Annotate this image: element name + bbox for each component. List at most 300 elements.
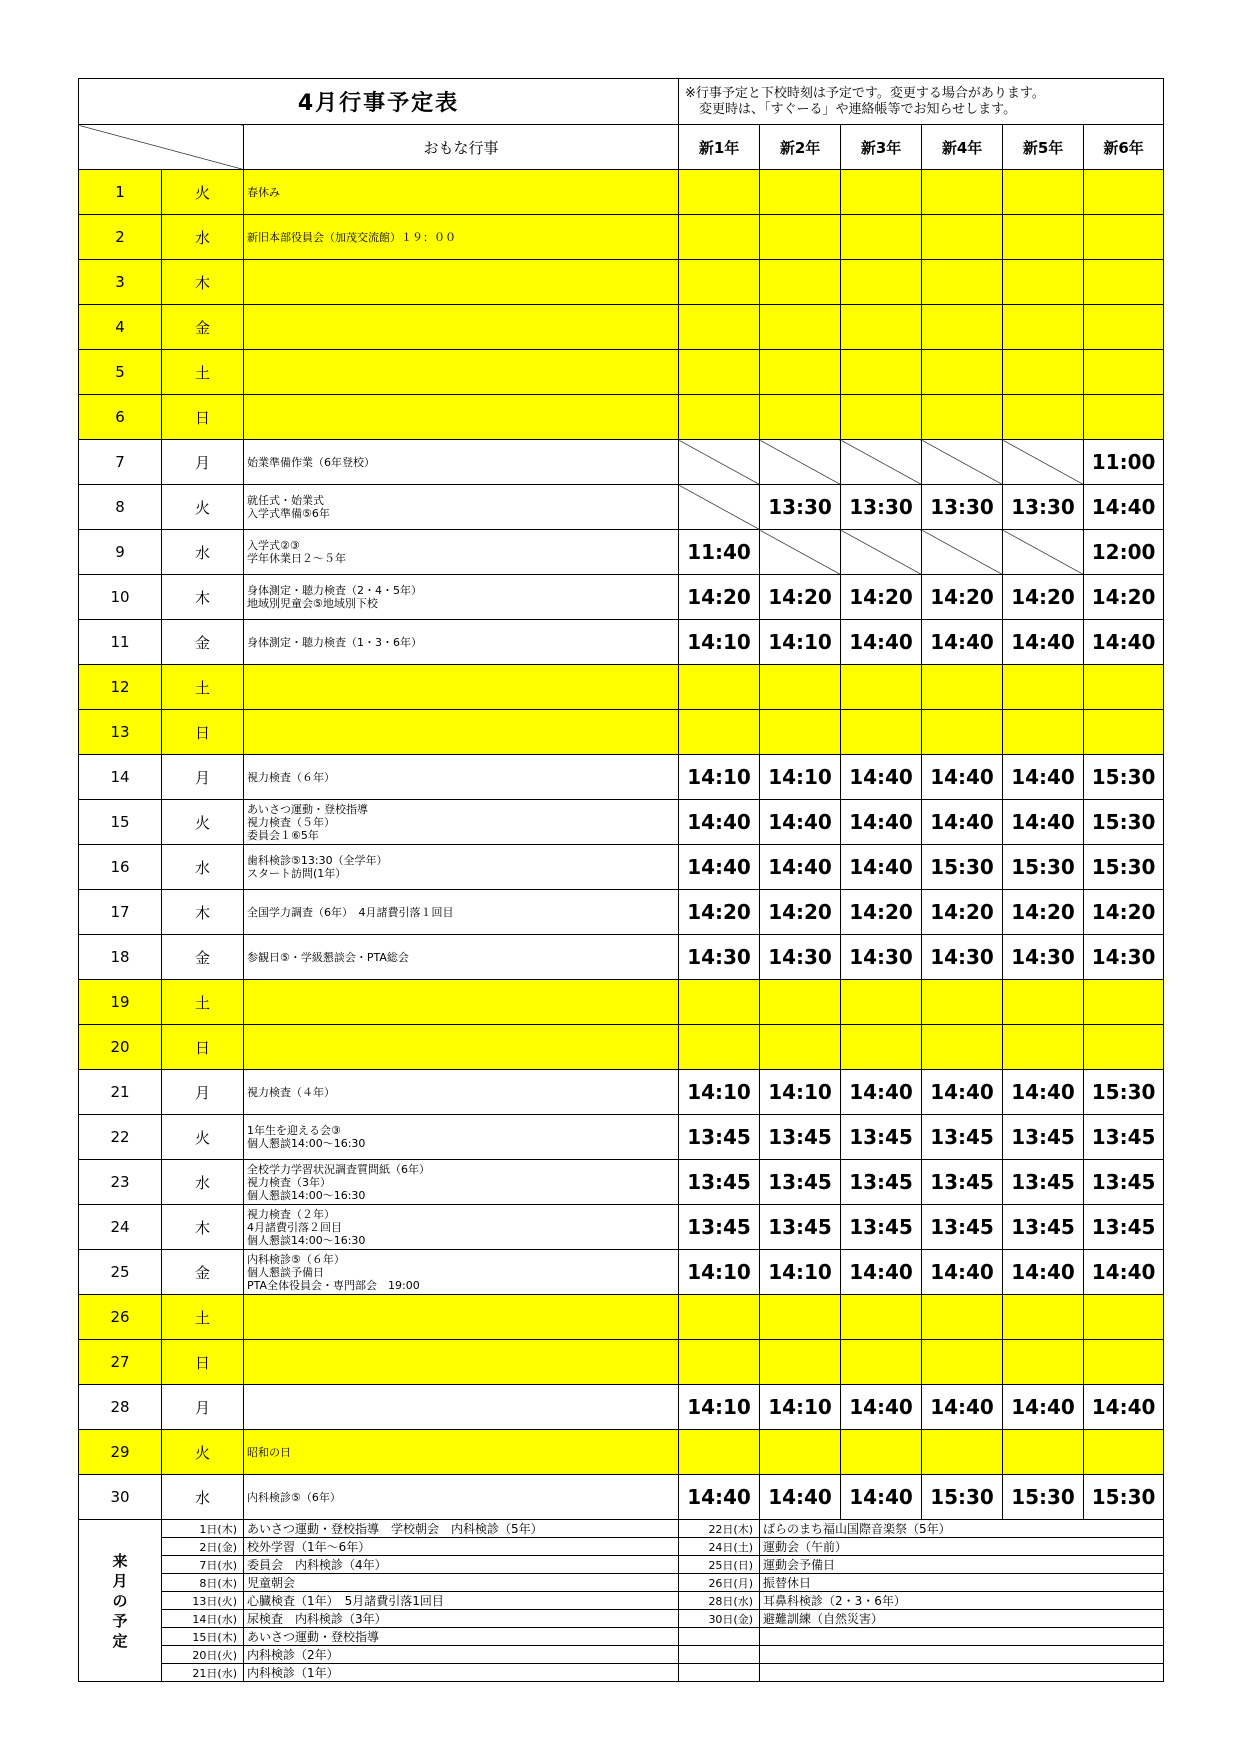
day-number: 15 <box>79 800 162 845</box>
dismissal-time: 14:40 <box>679 800 760 845</box>
dismissal-time <box>1084 305 1164 350</box>
dismissal-time <box>1084 710 1164 755</box>
event-line: 視力検査（６年） <box>247 770 335 784</box>
dismissal-time <box>1084 1430 1164 1475</box>
event-line: 4月諸費引落２回目 <box>247 1220 342 1234</box>
next-month-event <box>760 1664 1164 1682</box>
dismissal-time <box>1084 350 1164 395</box>
dismissal-time: 13:45 <box>922 1115 1003 1160</box>
dismissal-time <box>922 305 1003 350</box>
day-number: 20 <box>79 1025 162 1070</box>
dismissal-time: 14:10 <box>679 1385 760 1430</box>
dismissal-time: 14:20 <box>679 575 760 620</box>
dismissal-time <box>679 260 760 305</box>
day-row <box>79 890 1164 935</box>
dismissal-time: 14:40 <box>1084 485 1164 530</box>
event-cell <box>244 1295 679 1340</box>
weekday: 火 <box>162 1430 244 1475</box>
day-number: 24 <box>79 1205 162 1250</box>
dismissal-time <box>1084 215 1164 260</box>
label-char: 来 <box>112 1551 128 1570</box>
day-row <box>79 170 1164 215</box>
no-school-cell <box>679 485 760 530</box>
dismissal-time: 13:30 <box>922 485 1003 530</box>
dismissal-time <box>922 395 1003 440</box>
dismissal-time <box>841 980 922 1025</box>
next-month-date: 8日(木) <box>162 1574 244 1592</box>
day-row <box>79 530 1164 575</box>
day-row <box>79 215 1164 260</box>
dismissal-time: 14:10 <box>679 1070 760 1115</box>
notice-line: ※行事予定と下校時刻は予定です。変更する場合があります。 <box>685 85 1045 101</box>
day-number: 22 <box>79 1115 162 1160</box>
dismissal-time: 13:45 <box>1003 1115 1084 1160</box>
next-month-row <box>79 1592 1164 1610</box>
no-school-cell <box>760 530 841 575</box>
dismissal-time: 14:40 <box>922 755 1003 800</box>
event-line: 視力検査（４年） <box>247 1085 335 1099</box>
dismissal-time: 14:40 <box>841 620 922 665</box>
dismissal-time <box>760 665 841 710</box>
event-line: 参観日⑤・学級懇談会・PTA総会 <box>247 950 409 964</box>
day-number: 29 <box>79 1430 162 1475</box>
day-row <box>79 935 1164 980</box>
dismissal-time: 14:40 <box>841 845 922 890</box>
dismissal-time: 14:30 <box>841 935 922 980</box>
dismissal-time <box>679 1340 760 1385</box>
dismissal-time: 14:20 <box>922 890 1003 935</box>
dismissal-time <box>922 170 1003 215</box>
dismissal-time <box>1003 170 1084 215</box>
next-month-row <box>79 1520 1164 1538</box>
weekday: 月 <box>162 1070 244 1115</box>
day-number: 3 <box>79 260 162 305</box>
dismissal-time <box>1084 260 1164 305</box>
event-cell <box>244 170 679 215</box>
day-row <box>79 1430 1164 1475</box>
dismissal-time: 11:00 <box>1084 440 1164 485</box>
dismissal-time <box>679 710 760 755</box>
day-number: 13 <box>79 710 162 755</box>
dismissal-time: 13:45 <box>1084 1205 1164 1250</box>
day-number: 2 <box>79 215 162 260</box>
weekday: 金 <box>162 935 244 980</box>
dismissal-time <box>922 1430 1003 1475</box>
dismissal-time <box>1084 1025 1164 1070</box>
event-line: 個人懇談14:00～16:30 <box>247 1233 366 1247</box>
no-school-cell <box>760 440 841 485</box>
event-line: 入学式②③ <box>247 539 300 552</box>
dismissal-time <box>760 260 841 305</box>
next-month-event: 心臓検査（1年） 5月諸費引落1回目 <box>244 1592 679 1610</box>
dismissal-time: 13:45 <box>760 1115 841 1160</box>
weekday: 火 <box>162 170 244 215</box>
event-line: 委員会１⑥5年 <box>247 828 319 842</box>
notice-line: 変更時は、「すぐーる」や連絡帳等でお知らせします。 <box>699 101 1017 117</box>
event-cell <box>244 1430 679 1475</box>
dismissal-time: 14:40 <box>841 1385 922 1430</box>
event-cell <box>244 1250 679 1295</box>
next-month-row <box>79 1574 1164 1592</box>
dismissal-time: 14:30 <box>679 935 760 980</box>
next-month-event: 耳鼻科検診（2・3・6年） <box>760 1592 1164 1610</box>
next-month-date: 7日(水) <box>162 1556 244 1574</box>
event-cell <box>244 1025 679 1070</box>
dismissal-time <box>841 1295 922 1340</box>
day-number: 23 <box>79 1160 162 1205</box>
dismissal-time <box>760 1430 841 1475</box>
day-row <box>79 350 1164 395</box>
dismissal-time: 14:20 <box>1003 575 1084 620</box>
day-row <box>79 485 1164 530</box>
no-school-cell <box>922 530 1003 575</box>
event-line: 就任式・始業式 <box>247 494 324 507</box>
header-grade: 新5年 <box>1003 125 1084 170</box>
next-month-event: 避難訓練（自然災害） <box>760 1610 1164 1628</box>
dismissal-time <box>922 1295 1003 1340</box>
day-row <box>79 575 1164 620</box>
dismissal-time <box>841 305 922 350</box>
dismissal-time: 12:00 <box>1084 530 1164 575</box>
event-line: 内科検診⑤（６年） <box>247 1252 345 1266</box>
dismissal-time <box>1003 350 1084 395</box>
next-month-date: 2日(金) <box>162 1538 244 1556</box>
weekday: 月 <box>162 440 244 485</box>
dismissal-time: 13:45 <box>922 1160 1003 1205</box>
dismissal-time: 14:40 <box>841 800 922 845</box>
dismissal-time: 13:45 <box>841 1160 922 1205</box>
label-char: 予 <box>112 1611 128 1630</box>
event-line: 始業準備作業（6年登校） <box>247 455 375 469</box>
dismissal-time: 15:30 <box>922 1475 1003 1520</box>
header-grade: 新1年 <box>679 125 760 170</box>
dismissal-time <box>760 1340 841 1385</box>
weekday: 水 <box>162 530 244 575</box>
dismissal-time: 11:40 <box>679 530 760 575</box>
day-number: 19 <box>79 980 162 1025</box>
dismissal-time: 14:20 <box>679 890 760 935</box>
dismissal-time <box>1084 1295 1164 1340</box>
day-number: 18 <box>79 935 162 980</box>
event-line: 視力検査（２年） <box>247 1207 335 1221</box>
event-cell <box>244 710 679 755</box>
dismissal-time <box>1084 395 1164 440</box>
next-month-event: 尿検査 内科検診（3年） <box>244 1610 679 1628</box>
weekday: 土 <box>162 1295 244 1340</box>
dismissal-time: 14:30 <box>760 935 841 980</box>
dismissal-time: 14:40 <box>922 1250 1003 1295</box>
event-cell <box>244 485 679 530</box>
event-cell <box>244 935 679 980</box>
weekday: 金 <box>162 620 244 665</box>
event-line: 春休み <box>247 185 280 199</box>
dismissal-time: 14:40 <box>1003 1250 1084 1295</box>
weekday: 木 <box>162 890 244 935</box>
dismissal-time: 15:30 <box>1084 800 1164 845</box>
next-month-date <box>679 1664 760 1682</box>
dismissal-time <box>1003 1295 1084 1340</box>
event-line: 身体測定・聴力検査（2・4・5年） <box>247 584 422 597</box>
day-row <box>79 980 1164 1025</box>
dismissal-time: 14:10 <box>760 1070 841 1115</box>
day-row <box>79 260 1164 305</box>
dismissal-time: 14:10 <box>679 755 760 800</box>
dismissal-time: 14:40 <box>922 1070 1003 1115</box>
day-row <box>79 395 1164 440</box>
no-school-cell <box>841 530 922 575</box>
dismissal-time: 15:30 <box>1003 845 1084 890</box>
dismissal-time <box>679 395 760 440</box>
day-number: 30 <box>79 1475 162 1520</box>
dismissal-time: 14:40 <box>760 1475 841 1520</box>
next-month-date: 13日(火) <box>162 1592 244 1610</box>
dismissal-time: 14:10 <box>760 1385 841 1430</box>
day-number: 25 <box>79 1250 162 1295</box>
dismissal-time: 14:20 <box>841 890 922 935</box>
day-number: 11 <box>79 620 162 665</box>
dismissal-time <box>922 350 1003 395</box>
dismissal-time: 13:45 <box>841 1115 922 1160</box>
event-line: 1年生を迎える会③ <box>247 1124 341 1137</box>
dismissal-time: 14:20 <box>1003 890 1084 935</box>
dismissal-time <box>760 350 841 395</box>
dismissal-time: 13:30 <box>1003 485 1084 530</box>
dismissal-time: 13:45 <box>1084 1115 1164 1160</box>
dismissal-time <box>841 665 922 710</box>
day-row <box>79 1475 1164 1520</box>
day-row <box>79 1385 1164 1430</box>
event-cell <box>244 755 679 800</box>
event-line: 全校学力学習状況調査質問紙（6年） <box>247 1162 430 1176</box>
dismissal-time: 15:30 <box>1084 1070 1164 1115</box>
day-number: 27 <box>79 1340 162 1385</box>
next-month-date: 14日(水) <box>162 1610 244 1628</box>
event-line: 昭和の日 <box>247 1445 291 1459</box>
dismissal-time <box>1003 260 1084 305</box>
day-row <box>79 800 1164 845</box>
event-cell <box>244 1385 679 1430</box>
dismissal-time <box>922 215 1003 260</box>
event-cell <box>244 665 679 710</box>
dismissal-time: 14:40 <box>841 1250 922 1295</box>
dismissal-time: 14:20 <box>760 890 841 935</box>
dismissal-time <box>922 665 1003 710</box>
day-number: 9 <box>79 530 162 575</box>
next-month-event: 内科検診（2年） <box>244 1646 679 1664</box>
no-school-cell <box>841 440 922 485</box>
weekday: 土 <box>162 350 244 395</box>
event-line: 視力検査（５年） <box>247 815 335 829</box>
dismissal-time: 14:40 <box>922 1385 1003 1430</box>
next-month-event: 児童朝会 <box>244 1574 679 1592</box>
dismissal-time <box>760 215 841 260</box>
header-grade: 新6年 <box>1084 125 1164 170</box>
dismissal-time: 14:40 <box>1003 1385 1084 1430</box>
dismissal-time: 14:30 <box>1003 935 1084 980</box>
dismissal-time <box>679 665 760 710</box>
event-cell <box>244 305 679 350</box>
day-row <box>79 1340 1164 1385</box>
dismissal-time: 14:40 <box>1084 1385 1164 1430</box>
no-school-cell <box>922 440 1003 485</box>
day-number: 26 <box>79 1295 162 1340</box>
page-title: 4月行事予定表 <box>79 79 679 125</box>
weekday: 日 <box>162 395 244 440</box>
weekday: 水 <box>162 215 244 260</box>
dismissal-time <box>1003 1025 1084 1070</box>
dismissal-time: 14:40 <box>841 755 922 800</box>
dismissal-time <box>841 170 922 215</box>
day-number: 21 <box>79 1070 162 1115</box>
dismissal-time: 14:20 <box>841 575 922 620</box>
weekday: 木 <box>162 575 244 620</box>
next-month-event: あいさつ運動・登校指導 <box>244 1628 679 1646</box>
dismissal-time <box>922 1340 1003 1385</box>
dismissal-time <box>1003 1340 1084 1385</box>
dismissal-time: 14:40 <box>1084 1250 1164 1295</box>
day-number: 6 <box>79 395 162 440</box>
next-month-date: 30日(金) <box>679 1610 760 1628</box>
day-number: 12 <box>79 665 162 710</box>
dismissal-time: 13:45 <box>922 1205 1003 1250</box>
dismissal-time <box>679 980 760 1025</box>
next-month-row <box>79 1628 1164 1646</box>
dismissal-time: 14:10 <box>679 620 760 665</box>
next-month-event: 内科検診（1年） <box>244 1664 679 1682</box>
day-number: 4 <box>79 305 162 350</box>
next-month-event <box>760 1646 1164 1664</box>
next-month-row <box>79 1538 1164 1556</box>
dismissal-time: 14:40 <box>841 1475 922 1520</box>
notice <box>679 79 1164 125</box>
dismissal-time <box>1003 710 1084 755</box>
day-number: 14 <box>79 755 162 800</box>
dismissal-time <box>1003 395 1084 440</box>
dismissal-time: 13:45 <box>679 1205 760 1250</box>
dismissal-time: 15:30 <box>1084 755 1164 800</box>
weekday: 火 <box>162 1115 244 1160</box>
dismissal-time: 14:10 <box>760 620 841 665</box>
weekday: 日 <box>162 710 244 755</box>
header-events: おもな行事 <box>244 125 679 170</box>
dismissal-time <box>679 305 760 350</box>
dismissal-time: 14:40 <box>1003 800 1084 845</box>
dismissal-time: 15:30 <box>1003 1475 1084 1520</box>
event-cell <box>244 845 679 890</box>
dismissal-time: 13:45 <box>1003 1160 1084 1205</box>
event-line: 視力検査（3年） <box>247 1175 331 1189</box>
day-row <box>79 620 1164 665</box>
day-number: 8 <box>79 485 162 530</box>
day-row <box>79 1070 1164 1115</box>
weekday: 木 <box>162 260 244 305</box>
dismissal-time: 14:30 <box>922 935 1003 980</box>
dismissal-time: 13:45 <box>679 1160 760 1205</box>
dismissal-time <box>841 1340 922 1385</box>
dismissal-time <box>760 305 841 350</box>
day-row <box>79 305 1164 350</box>
event-cell <box>244 1475 679 1520</box>
event-cell <box>244 575 679 620</box>
event-line: 新旧本部役員会（加茂交流館）１９：００ <box>247 230 456 244</box>
dismissal-time: 14:20 <box>760 575 841 620</box>
dismissal-time: 13:45 <box>760 1160 841 1205</box>
weekday: 月 <box>162 1385 244 1430</box>
next-month-date: 24日(土) <box>679 1538 760 1556</box>
next-month-date: 21日(水) <box>162 1664 244 1682</box>
event-line: 全国学力調査（6年） 4月諸費引落１回目 <box>247 905 454 919</box>
next-month-date: 25日(日) <box>679 1556 760 1574</box>
day-number: 16 <box>79 845 162 890</box>
dismissal-time <box>922 1025 1003 1070</box>
dismissal-time <box>1003 305 1084 350</box>
dismissal-time <box>841 260 922 305</box>
weekday: 土 <box>162 980 244 1025</box>
event-cell <box>244 1070 679 1115</box>
dismissal-time <box>679 1295 760 1340</box>
next-month-event: ばらのまち福山国際音楽祭（5年） <box>760 1520 1164 1538</box>
next-month-date: 15日(木) <box>162 1628 244 1646</box>
weekday: 水 <box>162 845 244 890</box>
dismissal-time: 15:30 <box>1084 1475 1164 1520</box>
dismissal-time <box>760 395 841 440</box>
dismissal-time: 14:40 <box>1003 755 1084 800</box>
day-row <box>79 755 1164 800</box>
next-month-event: 振替休日 <box>760 1574 1164 1592</box>
event-line: PTA全体役員会・専門部会 19:00 <box>247 1278 420 1292</box>
dismissal-time <box>760 980 841 1025</box>
event-cell <box>244 530 679 575</box>
next-month-date: 22日(木) <box>679 1520 760 1538</box>
dismissal-time: 14:10 <box>679 1250 760 1295</box>
dismissal-time <box>679 170 760 215</box>
event-cell <box>244 1115 679 1160</box>
next-month-event: 運動会（午前） <box>760 1538 1164 1556</box>
dismissal-time <box>760 170 841 215</box>
event-line: 学年休業日２～５年 <box>247 552 346 565</box>
next-month-date <box>679 1628 760 1646</box>
weekday: 火 <box>162 800 244 845</box>
dismissal-time <box>841 395 922 440</box>
weekday: 日 <box>162 1340 244 1385</box>
event-line: 個人懇談14:00～16:30 <box>247 1188 366 1202</box>
event-line: 個人懇談予備日 <box>247 1265 324 1279</box>
header-grade: 新3年 <box>841 125 922 170</box>
dismissal-time: 14:40 <box>679 1475 760 1520</box>
weekday: 金 <box>162 1250 244 1295</box>
next-month-date: 20日(火) <box>162 1646 244 1664</box>
dismissal-time: 13:30 <box>841 485 922 530</box>
dismissal-time: 14:40 <box>760 800 841 845</box>
dismissal-time <box>841 350 922 395</box>
dismissal-time <box>1003 1430 1084 1475</box>
dismissal-time: 13:45 <box>1084 1160 1164 1205</box>
dismissal-time: 13:45 <box>841 1205 922 1250</box>
dismissal-time <box>679 1430 760 1475</box>
dismissal-time <box>1003 980 1084 1025</box>
event-cell <box>244 260 679 305</box>
event-line: 地域別児童会⑤地域別下校 <box>247 597 378 610</box>
dismissal-time <box>760 1295 841 1340</box>
next-month-event: 委員会 内科検診（4年） <box>244 1556 679 1574</box>
event-line: 内科検診⑤（6年） <box>247 1490 341 1504</box>
weekday: 月 <box>162 755 244 800</box>
weekday: 木 <box>162 1205 244 1250</box>
dismissal-time <box>760 1025 841 1070</box>
next-month-event: あいさつ運動・登校指導 学校朝会 内科検診（5年） <box>244 1520 679 1538</box>
event-line: あいさつ運動・登校指導 <box>247 802 368 816</box>
dismissal-time: 14:40 <box>760 845 841 890</box>
